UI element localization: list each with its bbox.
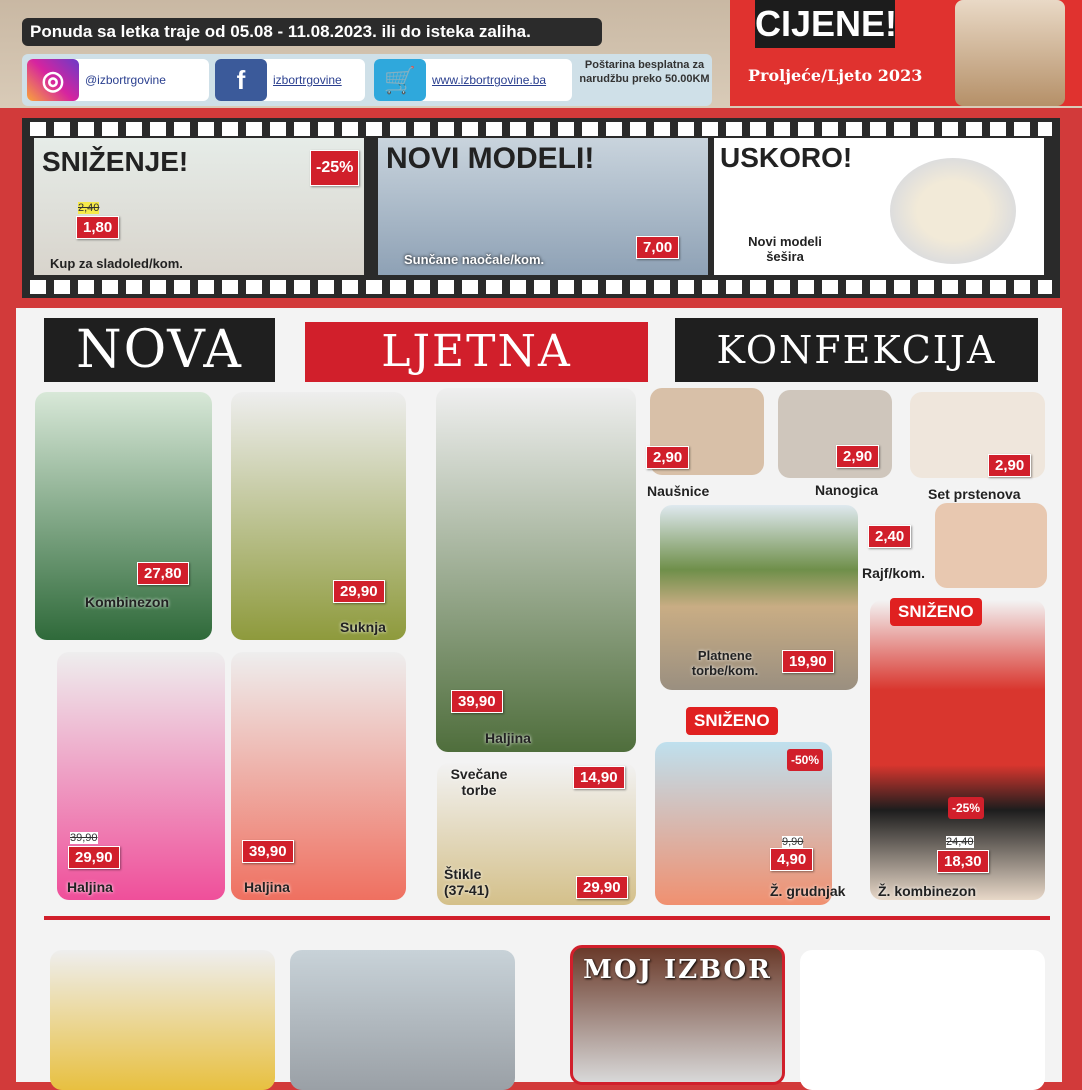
offer-dates: Ponuda sa letka traje od 05.08 - 11.08.2023. ili do isteka zaliha. xyxy=(22,18,602,46)
price-tag: 18,30 xyxy=(937,850,989,873)
item-label: Kup za sladoled/kom. xyxy=(50,256,183,271)
product-label: Platnene torbe/kom. xyxy=(691,648,759,678)
hat-photo xyxy=(890,158,1016,264)
heading-ljetna: LJETNA xyxy=(305,322,648,382)
promo-headline: CIJENE! xyxy=(755,0,895,48)
product-label: Štikle (37-41) xyxy=(444,866,490,898)
heading-nova: NOVA xyxy=(44,318,275,382)
model-photo xyxy=(955,0,1065,106)
new-title: NOVI MODELI! xyxy=(386,142,595,175)
film-holes xyxy=(30,122,1052,136)
website-url: www.izbortrgovine.ba xyxy=(432,73,547,87)
instagram-icon: ◎ xyxy=(27,59,79,101)
frame-new xyxy=(378,138,708,275)
product-label: Svečane torbe xyxy=(450,766,508,798)
product-label: Rajf/kom. xyxy=(862,565,926,581)
old-price: 9,90 xyxy=(782,836,804,848)
price-tag: 39,90 xyxy=(242,840,294,863)
price-tag: 1,80 xyxy=(76,216,119,239)
website-link[interactable] xyxy=(374,59,572,101)
price-tag: 29,90 xyxy=(576,876,628,899)
price-tag: 4,90 xyxy=(770,848,813,871)
price-tag: 2,90 xyxy=(646,446,689,469)
product-label: Haljina xyxy=(244,879,290,895)
price-tag: 2,40 xyxy=(868,525,911,548)
discount-badge: -25% xyxy=(948,797,984,819)
price-tag: 27,80 xyxy=(137,562,189,585)
product-sandale-siva[interactable] xyxy=(290,950,515,1090)
product-label: Haljina xyxy=(485,730,531,746)
product-rajf[interactable] xyxy=(935,503,1047,588)
season-label: Proljeće/Ljeto 2023 xyxy=(748,66,923,85)
shipping-note: Poštarina besplatna za narudžbu preko 50.00KM xyxy=(579,59,710,85)
price-tag: 29,90 xyxy=(333,580,385,603)
product-label: Haljina xyxy=(67,879,113,895)
price-tag: 19,90 xyxy=(782,650,834,673)
price-tag: 2,90 xyxy=(988,454,1031,477)
product-label: Ž. grudnjak xyxy=(770,883,846,899)
facebook-icon: f xyxy=(215,59,267,101)
discount-badge: -50% xyxy=(787,749,823,771)
facebook-handle: izbortrgovine xyxy=(273,73,342,87)
moj-izbor-logo: MOJ IZBOR xyxy=(583,955,772,985)
instagram-link[interactable] xyxy=(27,59,209,101)
sale-badge: SNIŽENO xyxy=(890,598,982,626)
section-divider xyxy=(44,916,1050,920)
frame-soon xyxy=(714,138,1044,275)
old-price: 2,40 xyxy=(78,202,100,214)
product-papuce[interactable] xyxy=(50,950,275,1090)
price-tag: 39,90 xyxy=(451,690,503,713)
product-label: Kombinezon xyxy=(85,594,169,610)
sale-title: SNIŽENJE! xyxy=(42,146,189,177)
price-tag: 2,90 xyxy=(836,445,879,468)
old-price: 39,90 xyxy=(70,832,98,844)
price-tag: 7,00 xyxy=(636,236,679,259)
product-label: Naušnice xyxy=(647,483,710,499)
film-holes xyxy=(30,280,1052,294)
product-label: Ž. kombinezon xyxy=(878,883,976,899)
frame-sale xyxy=(34,138,364,275)
soon-title: USKORO! xyxy=(720,142,853,173)
cart-icon: 🛒 xyxy=(374,59,426,101)
item-label: Novi modeli šešira xyxy=(748,234,822,264)
heading-konfekcija: KONFEKCIJA xyxy=(675,318,1038,382)
film-strip xyxy=(22,118,1060,298)
price-tag: 14,90 xyxy=(573,766,625,789)
product-sandale-bez[interactable] xyxy=(800,950,1045,1090)
item-label: Sunčane naočale/kom. xyxy=(404,252,545,267)
discount-badge: -25% xyxy=(310,150,359,186)
old-price: 24,40 xyxy=(946,836,974,848)
price-tag: 29,90 xyxy=(68,846,120,869)
instagram-handle: @izbortrgovine xyxy=(85,73,166,87)
product-label: Suknja xyxy=(340,619,386,635)
product-label: Nanogica xyxy=(815,482,879,498)
social-bar xyxy=(22,54,712,106)
facebook-link[interactable] xyxy=(215,59,365,101)
product-label: Set prstenova xyxy=(928,486,1021,502)
sale-badge: SNIŽENO xyxy=(686,707,778,735)
